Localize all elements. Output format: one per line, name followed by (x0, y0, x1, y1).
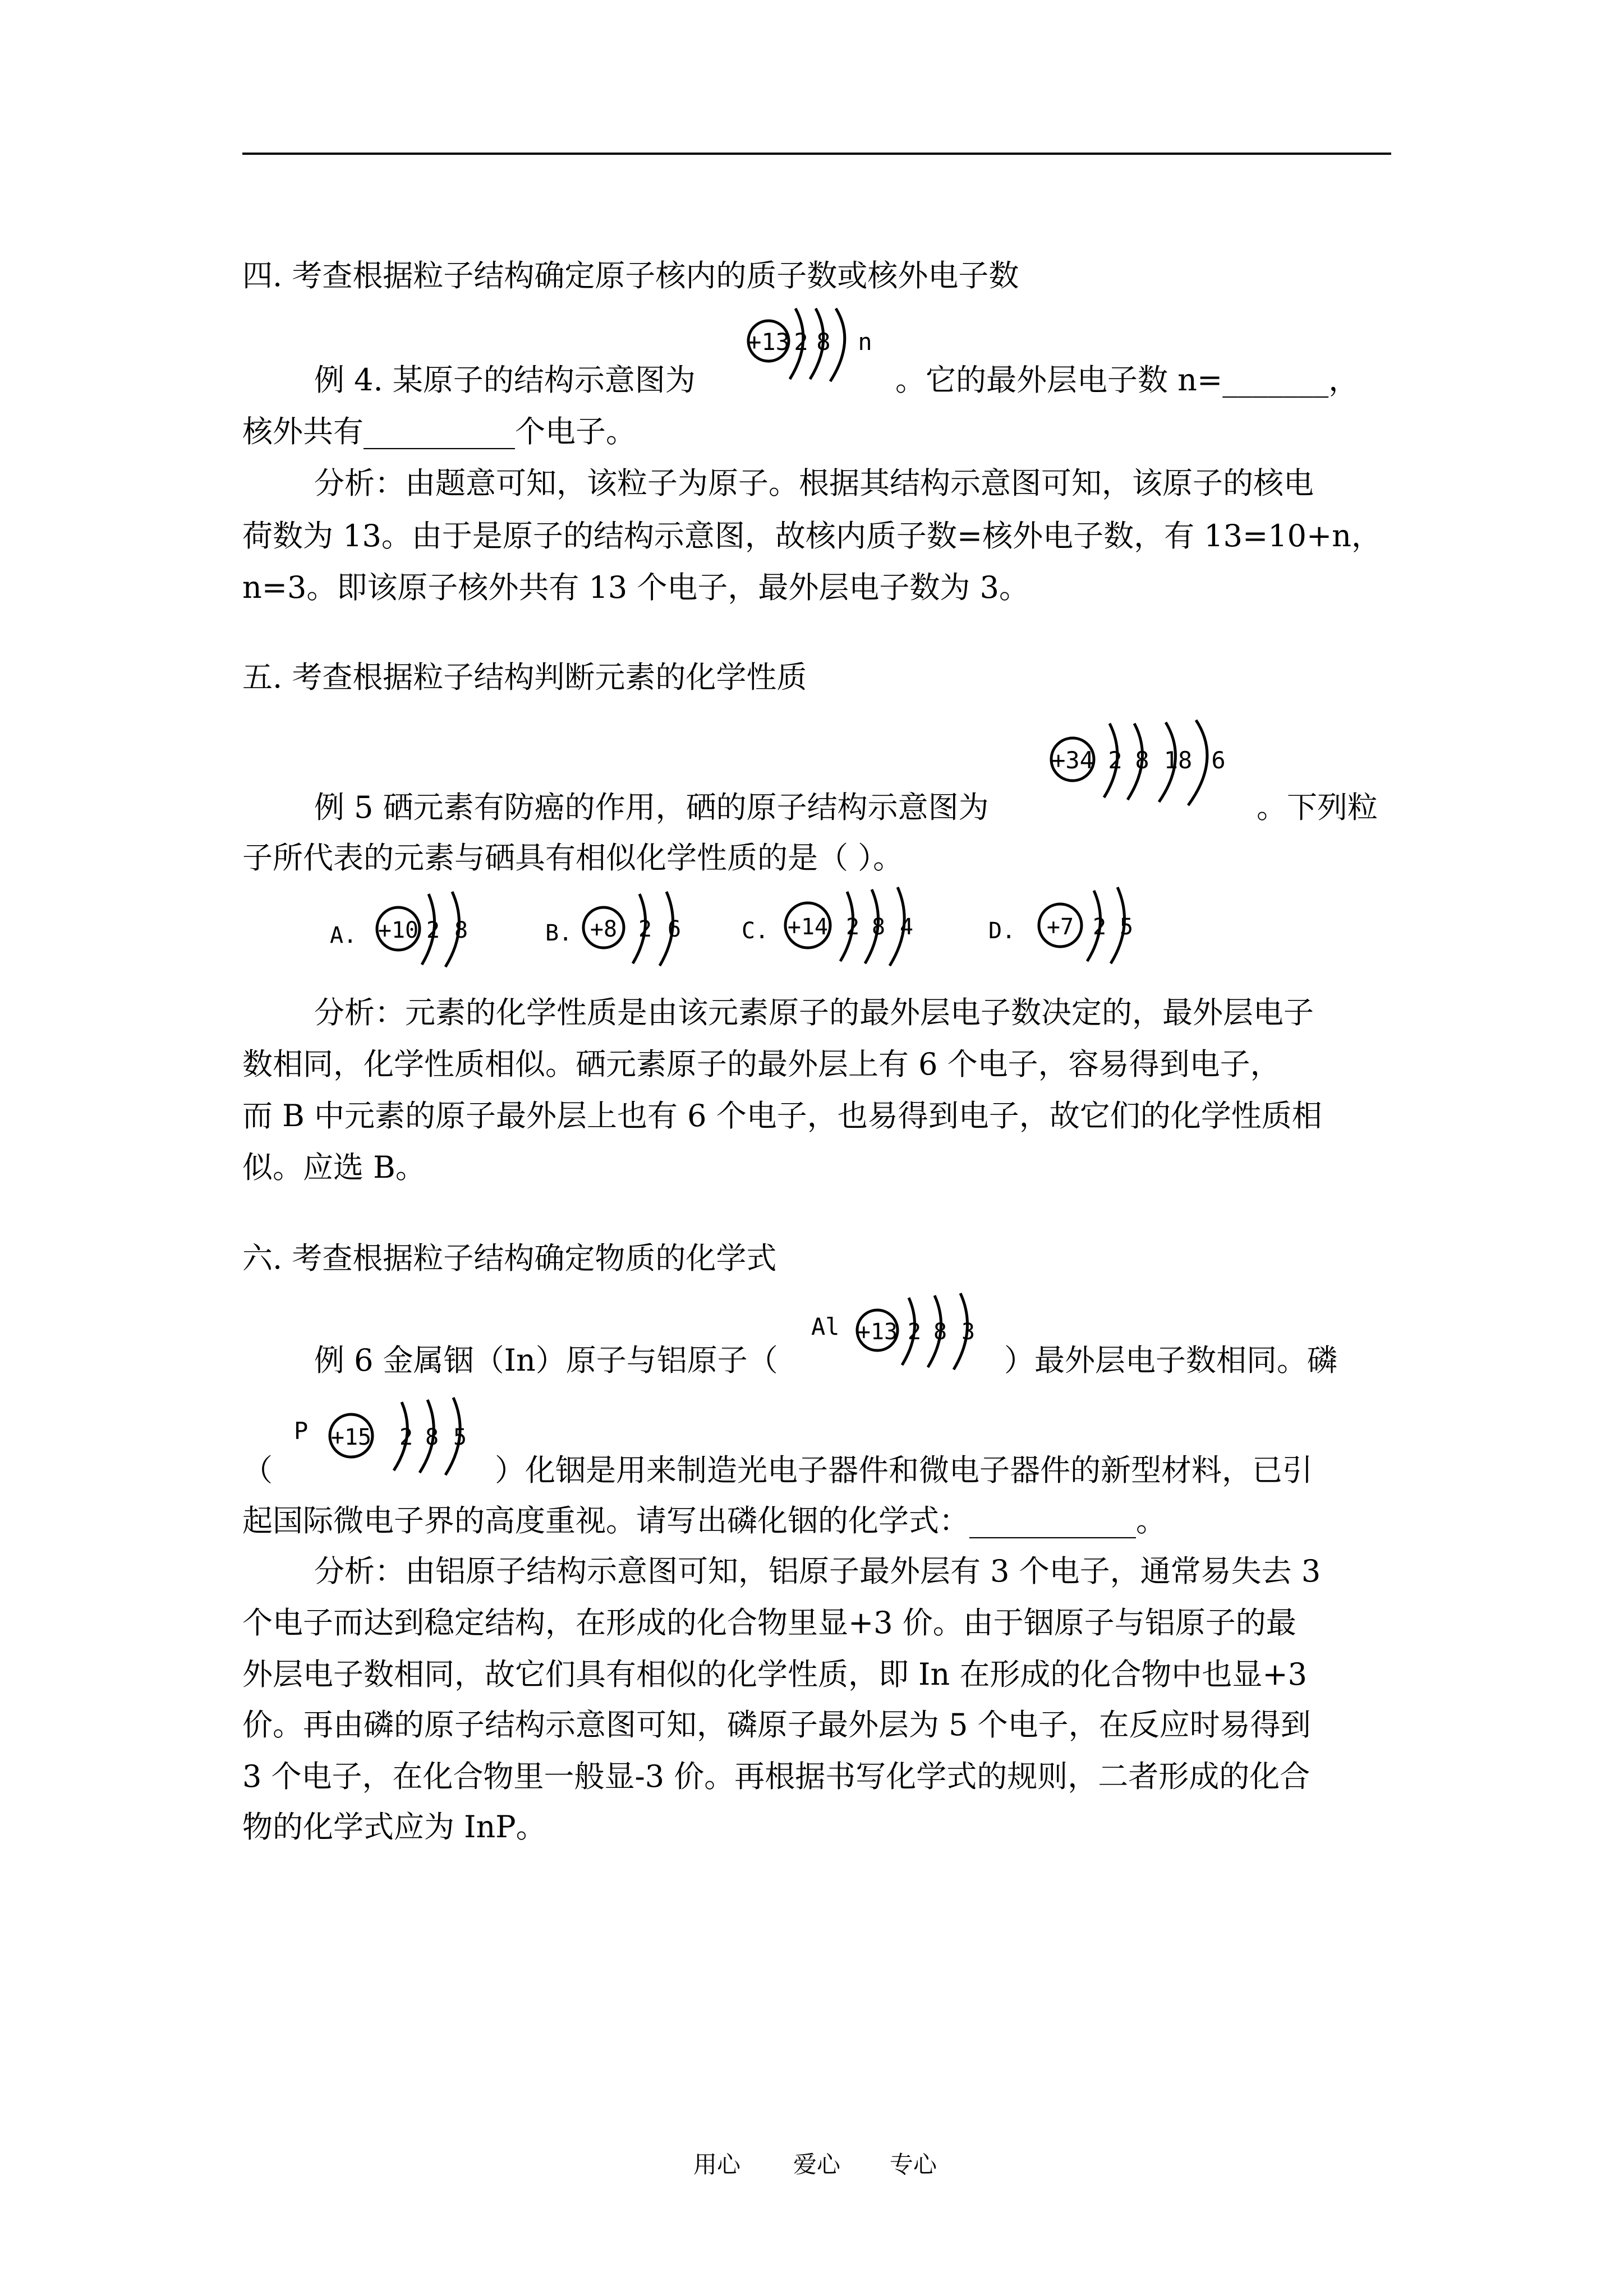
al-symbol: Al (811, 1313, 840, 1340)
atom-diagram-example-4 (740, 297, 892, 393)
example-6-analysis-line1: 分析：由铝原子结构示意图可知，铝原子最外层有 3 个电子，通常易失去 3 (314, 1553, 1321, 1589)
example-5-analysis-line4: 似。应选 B。 (242, 1150, 426, 1185)
example-6-analysis-line4: 价。再由磷的原子结构示意图可知，磷原子最外层为 5 个电子，在反应时易得到 (242, 1707, 1311, 1742)
shell-3: 3 (961, 1319, 976, 1345)
option-a-label: A. (330, 923, 357, 948)
footer-text-1: 用心 (693, 2151, 741, 2178)
example-6-question-end: ）最外层电子数相同。磷 (1004, 1343, 1337, 1378)
footer-text-3: 专心 (890, 2151, 937, 2178)
section-six-heading: 六. 考查根据粒子结构确定物质的化学式 (242, 1241, 777, 1276)
example-6-analysis-line2: 个电子而达到稳定结构，在形成的化合物里显+3 价。由于铟原子与铝原子的最 (242, 1605, 1296, 1640)
shell-3: 4 (899, 914, 914, 940)
option-d-diagram (1032, 882, 1161, 966)
nucleus-charge: +13 (857, 1319, 898, 1345)
option-d-label: D. (988, 918, 1016, 944)
option-b-diagram (578, 885, 707, 969)
example-6-analysis-line5: 3 个电子，在化合物里一般显-3 价。再根据书写化学式的规则，二者形成的化合 (242, 1759, 1310, 1794)
shell-1: 2 (907, 1319, 922, 1345)
shell-2: 8 (933, 1319, 947, 1345)
shell-1: 2 (426, 918, 440, 943)
nucleus-charge: +8 (590, 916, 618, 942)
header-rule (242, 153, 1391, 155)
example-6-question-line2: ）化铟是用来制造光电子器件和微电子器件的新型材料，已引 (495, 1453, 1313, 1488)
nucleus-charge: +10 (378, 918, 419, 943)
option-a-diagram (370, 886, 499, 970)
example-6-paren-open: （ (242, 1453, 273, 1488)
example-4-question-start: 例 4. 某原子的结构示意图为 (314, 362, 696, 398)
option-c-label: C. (742, 918, 769, 944)
option-c-diagram (780, 883, 942, 967)
example-5-analysis-line3: 而 B 中元素的原子最外层上也有 6 个电子，也易得到电子，故它们的化学性质相 (242, 1098, 1322, 1133)
atom-diagram-phosphorus (320, 1395, 488, 1479)
nucleus-charge: +13 (747, 328, 790, 356)
section-four-heading: 四. 考查根据粒子结构确定原子核内的质子数或核外电子数 (242, 258, 1019, 293)
example-6-question-line3: 起国际微电子界的高度重视。请写出磷化铟的化学式：___________。 (242, 1503, 1166, 1538)
atom-diagram-aluminum (850, 1290, 1002, 1374)
shell-3: 18 (1163, 746, 1193, 774)
example-5-question-line2: 子所代表的元素与硒具有相似化学性质的是（ ）。 (242, 840, 904, 875)
example-4-analysis-line2: 荷数为 13。由于是原子的结构示意图，故核内质子数=核外电子数，有 13=10+n， (242, 518, 1382, 554)
example-4-question-end: 。它的最外层电子数 n=_______， (895, 362, 1359, 398)
example-4-analysis-line3: n=3。即该原子核外共有 13 个电子，最外层电子数为 3。 (242, 570, 1029, 605)
shell-2: 5 (1119, 914, 1134, 940)
shell-4: 6 (1211, 746, 1226, 774)
atom-diagram-selenium (1043, 712, 1251, 813)
shell-1: 2 (1092, 914, 1107, 940)
nucleus-charge: +7 (1046, 914, 1074, 940)
shell-3: 5 (453, 1424, 467, 1450)
example-5-analysis-line2: 数相同，化学性质相似。硒元素原子的最外层上有 6 个电子，容易得到电子， (242, 1046, 1281, 1082)
shell-2: 8 (816, 328, 831, 356)
shell-3: n (858, 328, 872, 356)
nucleus-charge: +34 (1051, 746, 1094, 774)
example-6-analysis-line6: 物的化学式应为 InP。 (242, 1809, 546, 1845)
p-symbol: P (294, 1417, 309, 1445)
example-5-question-start: 例 5 硒元素有防癌的作用，硒的原子结构示意图为 (314, 790, 989, 825)
shell-2: 8 (454, 918, 468, 943)
shell-1: 2 (1108, 746, 1122, 774)
shell-1: 2 (638, 916, 652, 942)
shell-2: 6 (667, 916, 682, 942)
shell-1: 2 (399, 1424, 413, 1450)
section-five-heading: 五. 考查根据粒子结构判断元素的化学性质 (242, 660, 807, 695)
shell-2: 8 (425, 1424, 439, 1450)
nucleus-charge: +15 (330, 1424, 372, 1450)
example-5-question-end: 。下列粒 (1257, 790, 1378, 825)
shell-1: 2 (794, 328, 808, 356)
option-b-label: B. (545, 920, 573, 946)
example-6-question-start: 例 6 金属铟（In）原子与铝原子（ (314, 1343, 778, 1378)
example-6-analysis-line3: 外层电子数相同，故它们具有相似的化学性质，即 In 在形成的化合物中也显+3 (242, 1657, 1308, 1692)
shell-2: 8 (1135, 746, 1149, 774)
nucleus-charge: +14 (787, 914, 829, 940)
example-5-analysis-line1: 分析：元素的化学性质是由该元素原子的最外层电子数决定的，最外层电子 (314, 995, 1314, 1030)
shell-1: 2 (845, 914, 860, 940)
footer-text-2: 爱心 (793, 2151, 841, 2178)
shell-2: 8 (871, 914, 886, 940)
example-4-analysis-line1: 分析：由题意可知，该粒子为原子。根据其结构示意图可知，该原子的核电 (314, 465, 1314, 501)
example-4-question-line2: 核外共有__________个电子。 (242, 414, 636, 449)
